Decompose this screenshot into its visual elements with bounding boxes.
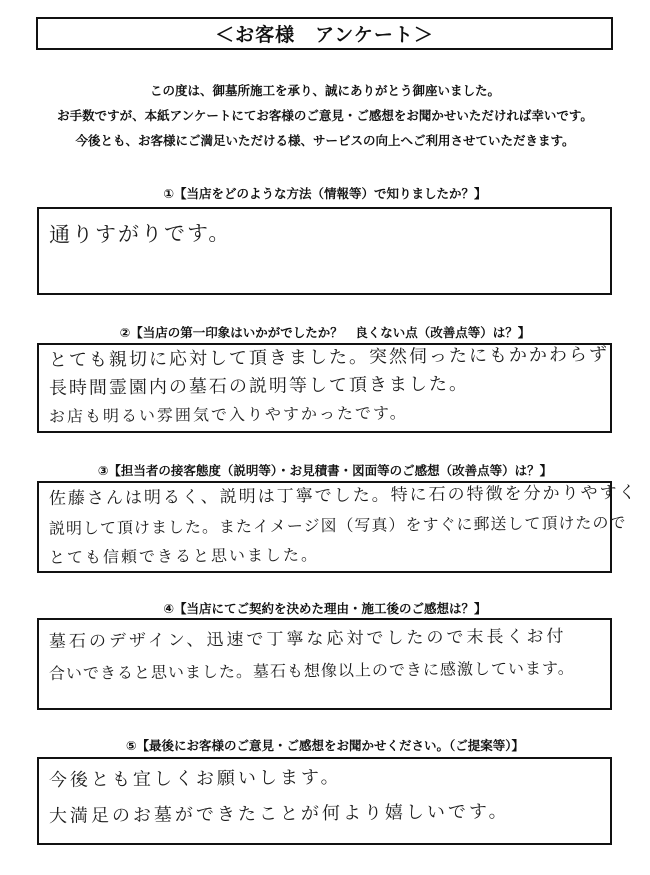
question-1-label: ①【当店をどのような方法（情報等）で知りましたか？】 bbox=[163, 186, 487, 201]
answer-3-line: とても信頼できると思いました。 bbox=[48, 545, 320, 567]
question-5-label: ⑤【最後にお客様のご意見・ご感想をお聞かせください。（ご提案等）】 bbox=[125, 738, 525, 753]
intro-line: 今後とも、お客様にご満足いただける様、サービスの向上へご利用させていただきます。 bbox=[75, 133, 575, 148]
answer-5-line: 今後とも宜しくお願いします。 bbox=[48, 766, 342, 791]
answer-box-2 bbox=[37, 343, 612, 433]
answer-2-line: お店も明るい雰囲気で入りやすかったです。 bbox=[48, 403, 408, 426]
intro-line: この度は、御墓所施工を承り、誠にありがとう御座いました。 bbox=[149, 83, 500, 98]
question-3-label: ③【担当者の接客態度（説明等）・お見積書・図面等のご感想（改善点等）は？】 bbox=[97, 463, 553, 478]
answer-3-line: 佐藤さんは明るく、説明は丁寧でした。特に石の特徴を分かりやすく bbox=[48, 482, 638, 509]
intro-line: お手数ですが、本紙アンケートにてお客様のご意見・ご感想をお聞かせいただければ幸いです。 bbox=[57, 108, 593, 123]
question-2-label: ②【当店の第一印象はいかがでしたか？ 良くない点（改善点等）は？】 bbox=[119, 325, 531, 340]
answer-box-4 bbox=[37, 618, 612, 710]
answer-3-line: 説明して頂けました。またイメージ図（写真）をすぐに郵送して頂けたので bbox=[48, 512, 627, 538]
answer-4-line: 合いできると思いました。墓石も想像以上のできに感激しています。 bbox=[48, 658, 575, 683]
answer-box-3 bbox=[37, 481, 638, 573]
answer-box-5 bbox=[37, 757, 612, 845]
question-4-label: ④【当店にてご契約を決めた理由・施工後のご感想は？】 bbox=[163, 601, 487, 616]
answer-5-line: 大満足のお墓ができたことが何より嬉しいです。 bbox=[48, 801, 510, 827]
answer-1-line: 通りすがりです。 bbox=[48, 221, 232, 247]
answer-2-line: とても親切に応対して頂きました。突然伺ったにもかかわらず bbox=[48, 344, 610, 371]
answer-box-1 bbox=[37, 207, 612, 295]
survey-title: ＜お客様 アンケート＞ bbox=[36, 17, 613, 50]
intro-text bbox=[0, 78, 650, 153]
answer-4-line: 墓石のデザイン、迅速で丁寧な応対でしたので末長くお付 bbox=[48, 626, 567, 652]
answer-2-line: 長時間霊園内の墓石の説明等して頂きました。 bbox=[48, 373, 470, 399]
